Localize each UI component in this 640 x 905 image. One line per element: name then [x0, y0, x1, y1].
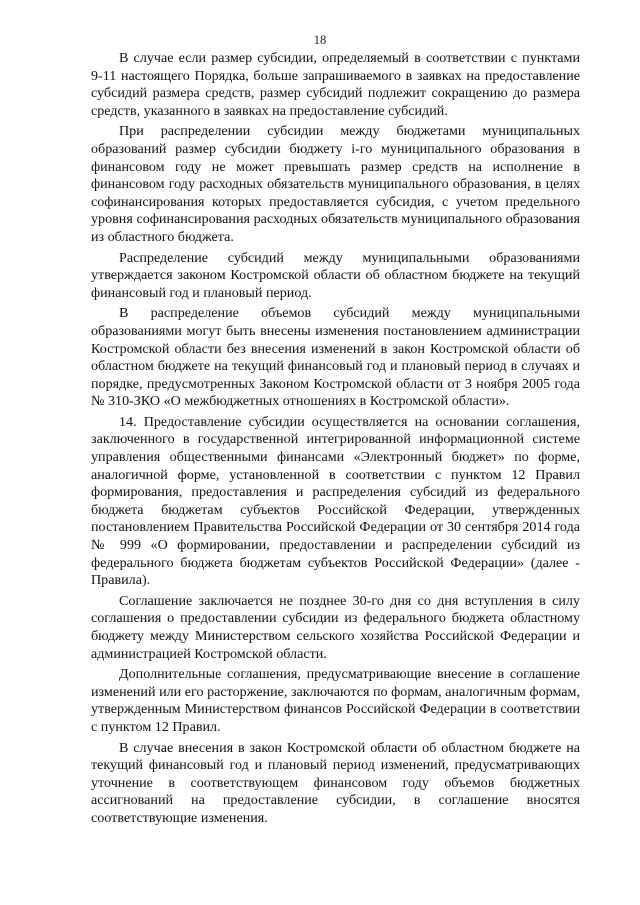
paragraph-distribution-changes: В распределение объемов субсидий между муниципальными образованиями могут быть внесены изменения постановлением администрации Костромской области без внесения изменений в закон Костромской области об областном бюджете на текущий финансовый год и плановый период в случаях и порядке, предусмотренных Законом Костромской области от 3 ноября 2005 года № 310-ЗКО «О межбюджетных отношениях в Костромской области». [91, 305, 580, 410]
paragraph-distribution-approval: Распределение субсидий между муниципальными образованиями утверждается законом Костромской области об областном бюджете на текущий финансовый год и плановый период. [91, 249, 580, 301]
paragraph-subsidy-limit: При распределении субсидии между бюджетами муниципальных образований размер субсидии бюджету i-го муниципального образования в финансовом году не может превышать размер средств на исполнение в финансовом году расходных обязательств муниципального образования, в целях софинансирования которых предоставляется субсидия, с учетом предельного уровня софинансирования расходных обязательств муниципального образования из областного бюджета. [91, 123, 580, 245]
paragraph-agreement-amendments: В случае внесения в закон Костромской области об областном бюджете на текущий финансовый год и плановый период изменений, предусматривающих уточнение в соответствующем финансовом году объемов бюджетных ассигнований на предоставление субсидии, в соглашение вносятся соответствующие изменения. [91, 739, 580, 826]
page-number: 18 [313, 33, 327, 47]
paragraph-agreement-deadline: Соглашение заключается не позднее 30-го дня со дня вступления в силу соглашения о предоставлении субсидии из федерального бюджета областному бюджету между Министерством сельского хозяйства Российской Федерации и администрацией Костромской области. [91, 592, 580, 662]
document-body [91, 50, 580, 828]
paragraph-subsidy-reduction: В случае если размер субсидии, определяемый в соответствии с пунктами 9-11 настоящего Порядка, больше запрашиваемого в заявках на предоставление субсидий размера средств, размер субсидий подлежит сокращению до размера средств, указанного в заявках на предоставление субсидий. [91, 50, 580, 119]
paragraph-additional-agreements: Дополнительные соглашения, предусматривающие внесение в соглашение изменений или его расторжение, заключаются по формам, аналогичным формам, утвержденным Министерством финансов Российской Федерации в соответствии с пунктом 12 Правил. [91, 666, 580, 735]
paragraph-item-14: 14. Предоставление субсидии осуществляется на основании соглашения, заключенного в государственной интегрированной информационной системе управления общественными финансами «Электронный бюджет» по форме, аналогичной форме, установленной в соответствии с пунктом 12 Правил формирования, предоставления и распределения субсидий из федерального бюджета бюджетам субъектов Российской Федерации, утвержденных постановлением Правительства Российской Федерации от 30 сентября 2014 года № 999 «О формировании, предоставлении и распределении субсидий из федерального бюджета бюджетам субъектов Российской Федерации» (далее - Правила). [91, 413, 580, 589]
